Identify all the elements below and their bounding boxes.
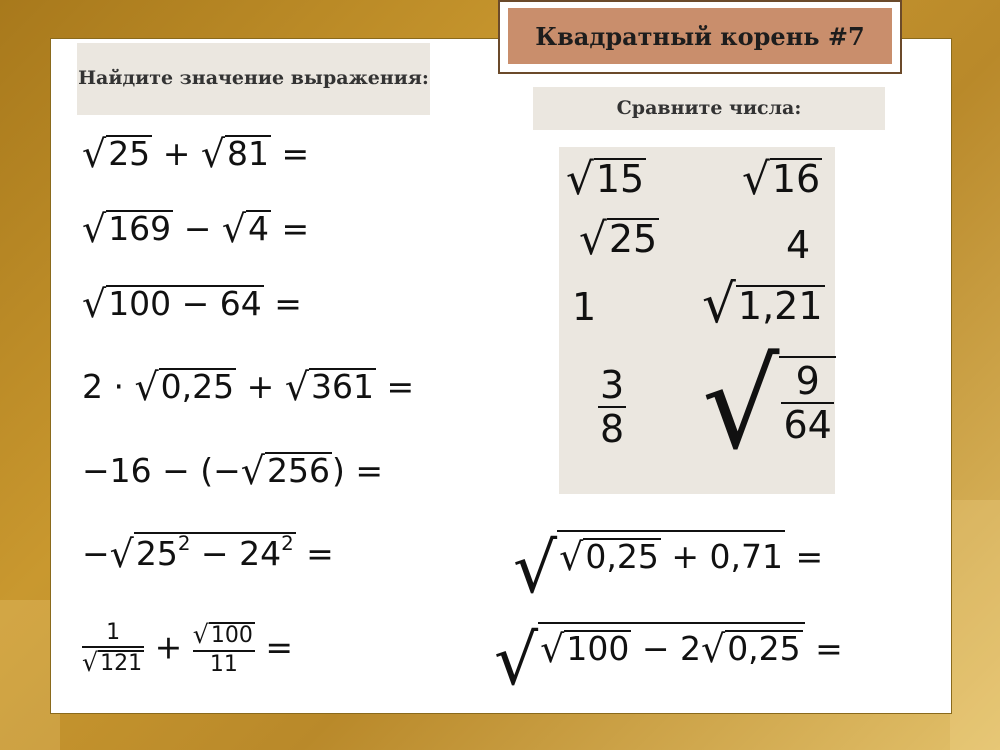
compare-row-2-right: 4 xyxy=(786,223,811,267)
compare-row-4-left xyxy=(598,363,626,451)
expression-5: −16 − (−√256) = xyxy=(82,448,384,493)
title-box xyxy=(498,0,902,74)
compare-row-1-right: √16 xyxy=(742,154,821,206)
nested-root-expression-1: √√0,25 + 0,71 = xyxy=(513,529,824,610)
fraction: $\frac{3}{8}$ xyxy=(600,363,625,451)
expression-3: √100 − 64 = xyxy=(82,281,302,326)
bg-stripe xyxy=(950,500,1000,750)
expression-7: $\frac{1}{√121}$ + $\frac{√100}{11}$ = xyxy=(82,620,294,678)
nested-root-expression-2: √√100 − 2√0,25 = xyxy=(494,621,843,702)
right-section-label: Сравните числа: xyxy=(533,87,885,130)
compare-row-4-right: √ $\frac{9}{64}$ xyxy=(702,345,836,467)
compare-row-3-right: √1,21 xyxy=(702,273,823,335)
left-section-label: Найдите значение выражения: xyxy=(77,43,430,115)
expression-4: 2 · √0,25 + √361 = xyxy=(82,364,415,409)
compare-row-1-left: √15 xyxy=(566,154,645,206)
fraction: $\frac{1}{√121}$ xyxy=(82,620,143,678)
compare-row-2-left: √25 xyxy=(579,214,658,266)
compare-row-3-left: 1 xyxy=(572,285,597,329)
expression-2: √169 − √4 = xyxy=(82,206,310,251)
page-title: Квадратный корень #7 xyxy=(508,8,892,64)
fraction: $\frac{√100}{11}$ xyxy=(192,620,253,677)
expression-1: √25 + √81 = xyxy=(82,131,310,176)
expression-6: $-√25^2 - 24^2$ = xyxy=(82,531,334,576)
